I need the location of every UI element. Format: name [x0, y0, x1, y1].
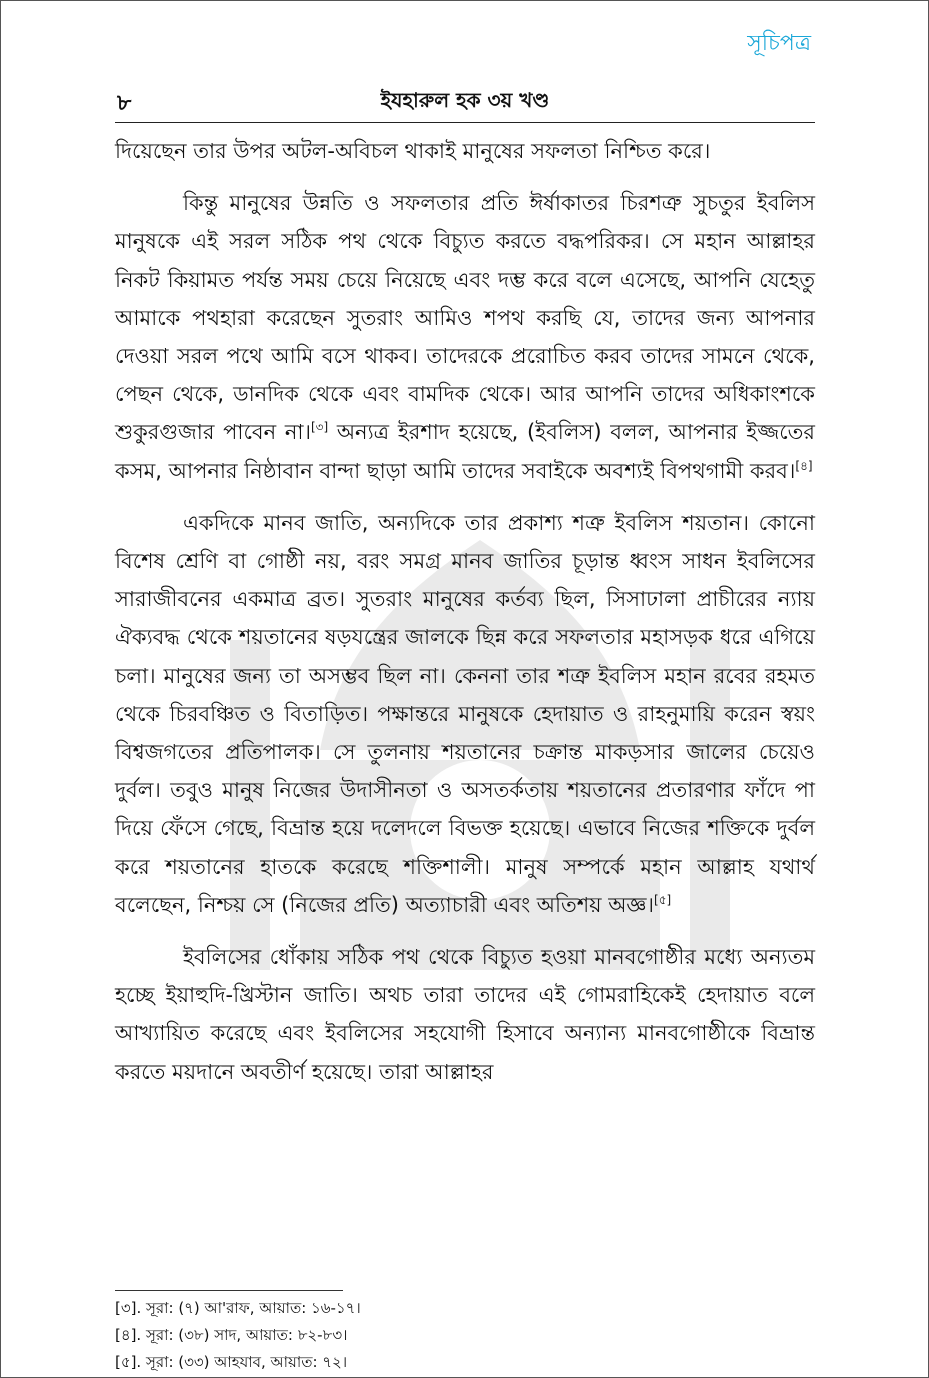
footnote-ref-4[interactable]: [৪]	[795, 458, 813, 473]
page-body	[115, 132, 815, 1105]
paragraph-3: একদিকে মানব জাতি, অন্যদিকে তার প্রকাশ্য শত্রু ইবলিস শয়তান। কোনো বিশেষ শ্রেণি বা গোষ্ঠী নয়, বরং সমগ্র মানব জাতির চূড়ান্ত ধ্বংস সাধন ইবলিসের সারাজীবনের একমাত্র ব্রত। সুতরাং মানুষের কর্তব্য ছিল, সিসাঢালা প্রাচীরের ন্যায় ঐক্যবদ্ধ থেকে শয়তানের ষড়যন্ত্রের জালকে ছিন্ন করে সফলতার মহাসড়ক ধরে এগিয়ে চলা। মানুষের জন্য তা অসম্ভব ছিল না। কেননা তার শত্রু ইবলিস মহান রবের রহমত থেকে চিরবঞ্চিত ও বিতাড়িত। পক্ষান্তরে মানুষকে হেদায়াত ও রাহনুমায়ি করেন স্বয়ং বিশ্বজগতের প্রতিপালক। সে তুলনায় শয়তানের চক্রান্ত মাকড়সার জালের চেয়েও দুর্বল। তবুও মানুষ নিজের উদাসীনতা ও অসতর্কতায় শয়তানের প্রতারণার ফাঁদে পা দিয়ে ফেঁসে গেছে, বিভ্রান্ত হয়ে দলেদলে বিভক্ত হয়েছে। এভাবে নিজের শক্তিকে দুর্বল করে শয়তানের হাতকে করেছে শক্তিশালী। মানুষ সম্পর্কে মহান আল্লাহ যথার্থ বলেছেন, নিশ্চয় সে (নিজের প্রতি) অত্যাচারী এবং অতিশয় অজ্ঞ।[৫]	[115, 510, 815, 917]
footnote-ref-3[interactable]: [৩]	[310, 420, 329, 435]
footnote-3: [৩]. সূরা: (৭) আ'রাফ, আয়াত: ১৬-১৭।	[115, 1299, 361, 1317]
page-number: ৮	[117, 91, 132, 116]
toc-link[interactable]: সূচিপত্র	[747, 31, 811, 56]
paragraph-2: কিন্তু মানুষের উন্নতি ও সফলতার প্রতি ঈর্ষাকাতর চিরশত্রু সুচতুর ইবলিস মানুষকে এই সরল সঠিক পথ থেকে বিচ্যুত করতে বদ্ধপরিকর। সে মহান আল্লাহর নিকট কিয়ামত পর্যন্ত সময় চেয়ে নিয়েছে এবং দম্ভ করে বলে এসেছে, আপনি যেহেতু আমাকে পথহারা করেছেন সুতরাং আমিও শপথ করছি যে, তাদের জন্য আপনার দেওয়া সরল পথে আমি বসে থাকব। তাদেরকে প্ররোচিত করব তাদের সামনে থেকে, পেছন থেকে, ডানদিক থেকে এবং বামদিক থেকে। আর আপনি তাদের অধিকাংশকে শুকুরগুজার পাবেন না।[৩] অন্যত্র ইরশাদ হয়েছে, (ইবলিস) বলল, আপনার ইজ্জতের কসম, আপনার নিষ্ঠাবান বান্দা ছাড়া আমি তাদের সবাইকে অবশ্যই বিপথগামী করব।[৪]	[115, 191, 815, 483]
running-head	[115, 84, 815, 123]
footnote-4: [৪]. সূরা: (৩৮) সাদ, আয়াত: ৮২-৮৩।	[115, 1326, 348, 1344]
paragraph-1: দিয়েছেন তার উপর অটল-অবিচল থাকাই মানুষের সফলতা নিশ্চিত করে।	[115, 139, 711, 163]
footnote-ref-5[interactable]: [৫]	[654, 892, 672, 907]
footnote-divider	[115, 1290, 343, 1291]
footnotes	[115, 1290, 815, 1376]
book-title: ইযহারুল হক ৩য় খণ্ড	[380, 88, 550, 112]
footnote-5: [৫]. সূরা: (৩৩) আহযাব, আয়াত: ৭২।	[115, 1353, 348, 1371]
paragraph-4: ইবলিসের ধোঁকায় সঠিক পথ থেকে বিচ্যুত হওয়া মানবগোষ্ঠীর মধ্যে অন্যতম হচ্ছে ইয়াহুদি-খ্রিস্টান জাতি। অথচ তারা তাদের এই গোমরাহিকেই হেদায়াত বলে আখ্যায়িত করেছে এবং ইবলিসের সহযোগী হিসাবে অন্যান্য মানবগোষ্ঠীকে বিভ্রান্ত করতে ময়দানে অবতীর্ণ হয়েছে। তারা আল্লাহর	[115, 945, 815, 1084]
